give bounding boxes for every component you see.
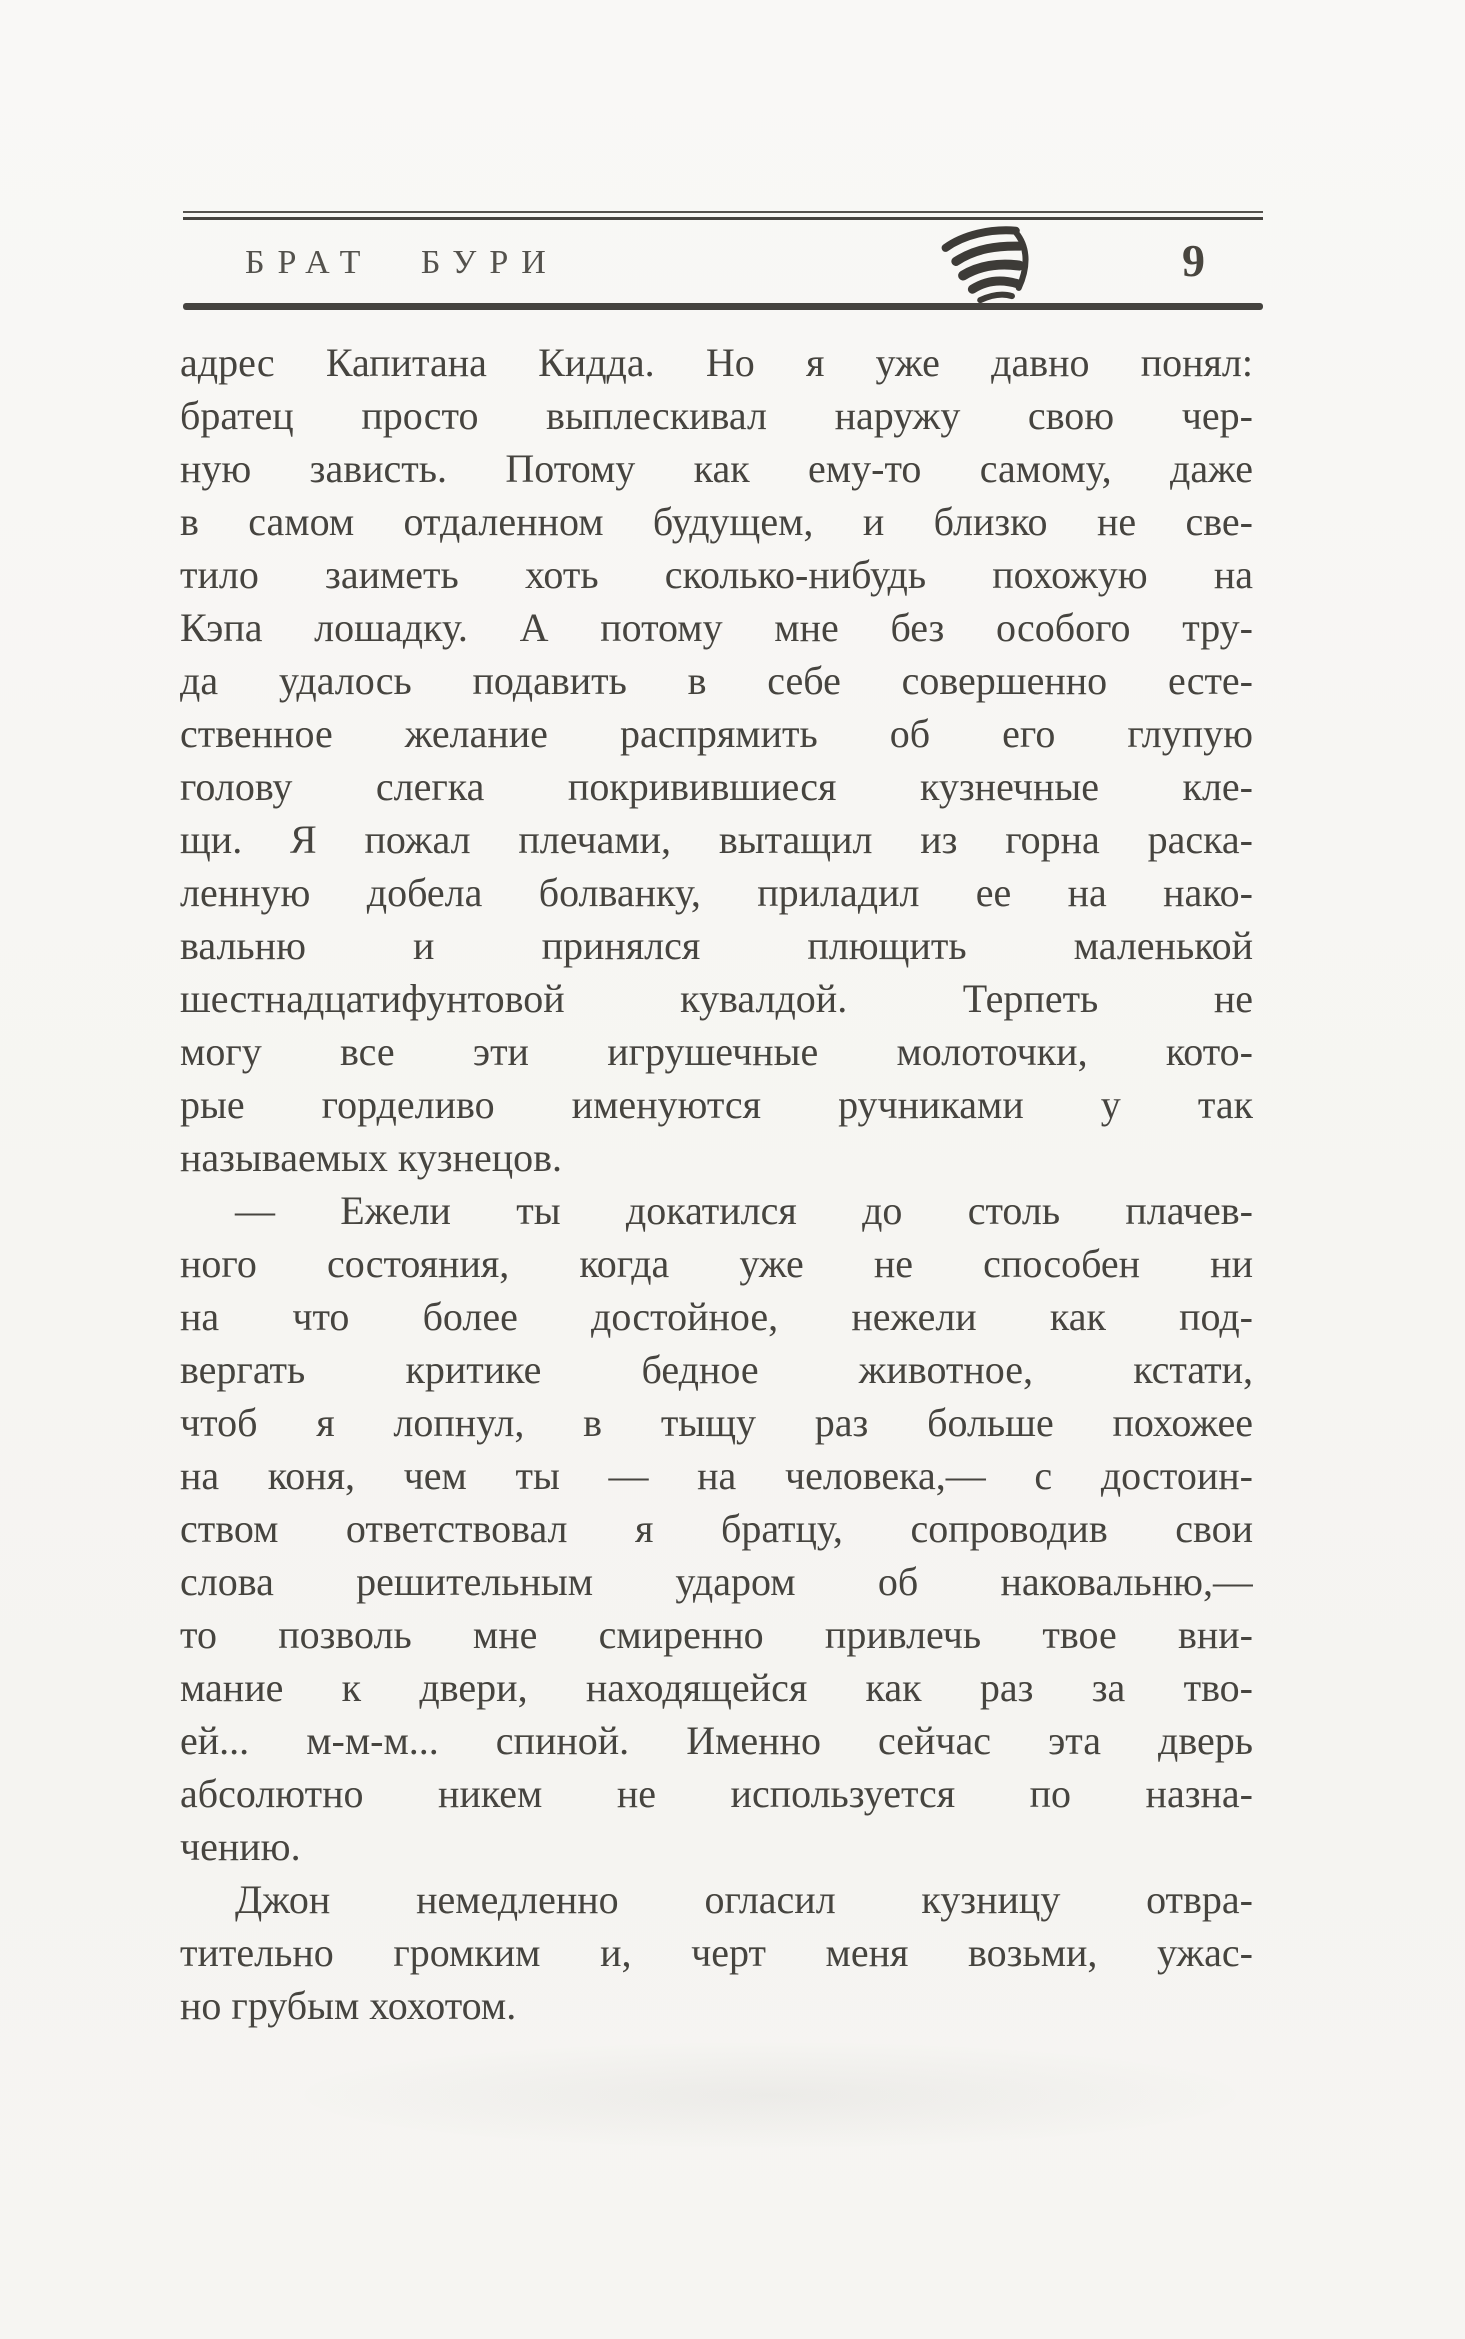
text-column bbox=[180, 336, 1253, 2032]
text-line: адрес Капитана Кидда. Но я уже давно понял: bbox=[180, 340, 1253, 385]
text-line: в самом отдаленном будущем, и близко не све- bbox=[180, 499, 1253, 544]
scan-smudge bbox=[280, 2040, 1260, 2150]
text-line: шестнадцатифунтовой кувалдой. Терпеть не bbox=[180, 976, 1253, 1021]
text-line: то позволь мне смиренно привлечь твое вни- bbox=[180, 1612, 1253, 1657]
text-line: рые горделиво именуются ручниками у так bbox=[180, 1082, 1253, 1127]
text-line: называемых кузнецов. bbox=[180, 1135, 563, 1180]
text-line: голову слегка покривившиеся кузнечные кле- bbox=[180, 764, 1253, 809]
text-line: вергать критике бедное животное, кстати, bbox=[180, 1347, 1253, 1392]
header-bottom-rule bbox=[183, 303, 1263, 310]
paragraph bbox=[180, 1184, 1253, 1873]
text-line: Джон немедленно огласил кузницу отвра- bbox=[235, 1877, 1253, 1922]
text-line: мание к двери, находящейся как раз за тво- bbox=[180, 1665, 1253, 1710]
paragraph bbox=[180, 336, 1253, 1184]
text-line: щи. Я пожал плечами, вытащил из горна раска- bbox=[180, 817, 1253, 862]
running-head bbox=[183, 222, 1263, 303]
printers-mark-icon bbox=[941, 224, 1041, 308]
text-line: ную зависть. Потому как ему-то самому, даже bbox=[180, 446, 1253, 491]
text-line: чению. bbox=[180, 1824, 301, 1869]
text-line: на коня, чем ты — на человека,— с достоин- bbox=[180, 1453, 1253, 1498]
text-line: слова решительным ударом об наковальню,— bbox=[180, 1559, 1253, 1604]
text-line: ей... м-м-м... спиной. Именно сейчас эта дверь bbox=[180, 1718, 1253, 1763]
text-line: абсолютно никем не используется по назна- bbox=[180, 1771, 1253, 1816]
text-line: на что более достойное, нежели как под- bbox=[180, 1294, 1253, 1339]
page-number: 9 bbox=[1182, 235, 1205, 286]
text-line: братец просто выплескивал наружу свою чер- bbox=[180, 393, 1253, 438]
text-line: тило заиметь хоть сколько-нибудь похожую на bbox=[180, 552, 1253, 597]
text-line: — Ежели ты докатился до столь плачев- bbox=[235, 1188, 1253, 1233]
text-line: да удалось подавить в себе совершенно есте- bbox=[180, 658, 1253, 703]
paragraph bbox=[180, 1873, 1253, 2032]
header-double-rule bbox=[183, 211, 1263, 220]
text-line: вальню и принялся плющить маленькой bbox=[180, 923, 1253, 968]
text-line: тительно громким и, черт меня возьми, ужас- bbox=[180, 1930, 1253, 1975]
text-line: ством ответствовал я братцу, сопроводив свои bbox=[180, 1506, 1253, 1551]
text-line: чтоб я лопнул, в тыщу раз больше похожее bbox=[180, 1400, 1253, 1445]
text-line: могу все эти игрушечные молоточки, кото- bbox=[180, 1029, 1253, 1074]
text-line: ственное желание распрямить об его глупую bbox=[180, 711, 1253, 756]
text-line: ного состояния, когда уже не способен ни bbox=[180, 1241, 1253, 1286]
text-line: но грубым хохотом. bbox=[180, 1983, 517, 2028]
text-line: Кэпа лошадку. А потому мне без особого тру- bbox=[180, 605, 1253, 650]
running-head-title: БРАТ БУРИ bbox=[245, 244, 559, 281]
text-line: ленную добела болванку, приладил ее на нако- bbox=[180, 870, 1253, 915]
